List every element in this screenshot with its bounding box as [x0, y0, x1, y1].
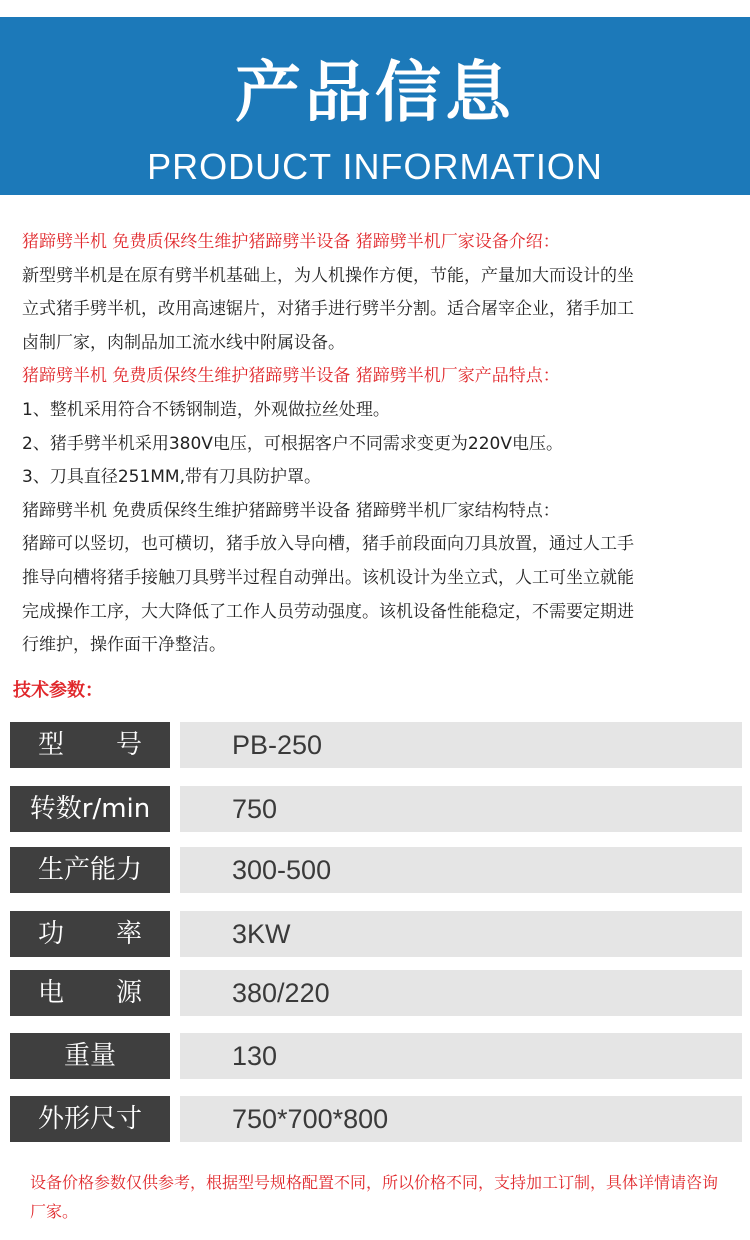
- spec-row: [0, 847, 750, 893]
- spec-row: [0, 722, 750, 768]
- description-line: 2、猪手劈半机采用380V电压，可根据客户不同需求变更为220V电压。: [22, 433, 563, 454]
- description-line: 猪蹄劈半机 免费质保终生维护猪蹄劈半设备 猪蹄劈半机厂家结构特点：: [22, 500, 560, 521]
- spec-label-text: 电: [38, 978, 65, 1008]
- description-line: 1、整机采用符合不锈钢制造，外观做拉丝处理。: [22, 399, 390, 420]
- spec-row: [0, 786, 750, 832]
- description-line: 猪蹄劈半机 免费质保终生维护猪蹄劈半设备 猪蹄劈半机厂家产品特点：: [22, 366, 560, 387]
- price-footnote: 设备价格参数仅供参考，根据型号规格配置不同，所以价格不同，支持加工订制，具体详情请咨询厂家。: [30, 1173, 719, 1221]
- spec-label: [10, 911, 170, 957]
- description-line: 立式猪手劈半机，改用高速锯片，对猪手进行劈半分割。适合屠宰企业，猪手加工: [22, 299, 634, 320]
- spec-label-text: 源: [115, 978, 142, 1008]
- page-subtitle: PRODUCT INFORMATION: [147, 146, 603, 187]
- specs-heading: 技术参数：: [13, 680, 103, 701]
- spec-value: 380/220: [180, 970, 742, 1016]
- description-line: 3、刀具直径251MM,带有刀具防护罩。: [22, 467, 322, 488]
- spec-label-text: 型: [38, 730, 65, 760]
- spec-label: [10, 786, 170, 832]
- spec-label-text: 号: [115, 730, 142, 760]
- spec-value: 3KW: [180, 911, 742, 957]
- spec-value: 750*700*800: [180, 1096, 742, 1142]
- description-line: 推导向槽将猪手接触刀具劈半过程自动弹出。该机设计为坐立式，人工可坐立就能: [22, 567, 634, 588]
- description-line: 猪蹄劈半机 免费质保终生维护猪蹄劈半设备 猪蹄劈半机厂家设备介绍：: [22, 232, 560, 252]
- spec-label-text: 转数r/min: [29, 794, 151, 824]
- spec-value: 130: [180, 1033, 742, 1079]
- description-line: 行维护，操作面干净整洁。: [22, 635, 226, 656]
- spec-label: [10, 1096, 170, 1142]
- spec-row: [0, 970, 750, 1016]
- spec-value: PB-250: [180, 722, 742, 768]
- description-line: 猪蹄可以竖切，也可横切，猪手放入导向槽，猪手前段面向刀具放置，通过人工手: [22, 534, 634, 555]
- spec-label: [10, 847, 170, 893]
- spec-row: [0, 1033, 750, 1079]
- spec-label: [10, 970, 170, 1016]
- spec-row: [0, 911, 750, 957]
- product-description: [22, 226, 722, 663]
- spec-label-text: 重量: [63, 1041, 116, 1071]
- spec-label-text: 率: [115, 919, 142, 949]
- spec-label-text: 功: [38, 919, 65, 949]
- spec-value: 300-500: [180, 847, 742, 893]
- description-line: 完成操作工序，大大降低了工作人员劳动强度。该机设备性能稳定，不需要定期进: [22, 601, 634, 622]
- spec-label: [10, 1033, 170, 1079]
- page-title: 产品信息: [235, 54, 515, 131]
- spec-value: 750: [180, 786, 742, 832]
- description-line: 卤制厂家，肉制品加工流水线中附属设备。: [22, 332, 345, 353]
- spec-label-text: 外形尺寸: [37, 1104, 142, 1134]
- spec-label: [10, 722, 170, 768]
- spec-row: [0, 1096, 750, 1142]
- header-banner: [0, 17, 750, 195]
- spec-label-text: 生产能力: [37, 855, 142, 885]
- description-line: 新型劈半机是在原有劈半机基础上，为人机操作方便，节能，产量加大而设计的坐: [22, 265, 634, 286]
